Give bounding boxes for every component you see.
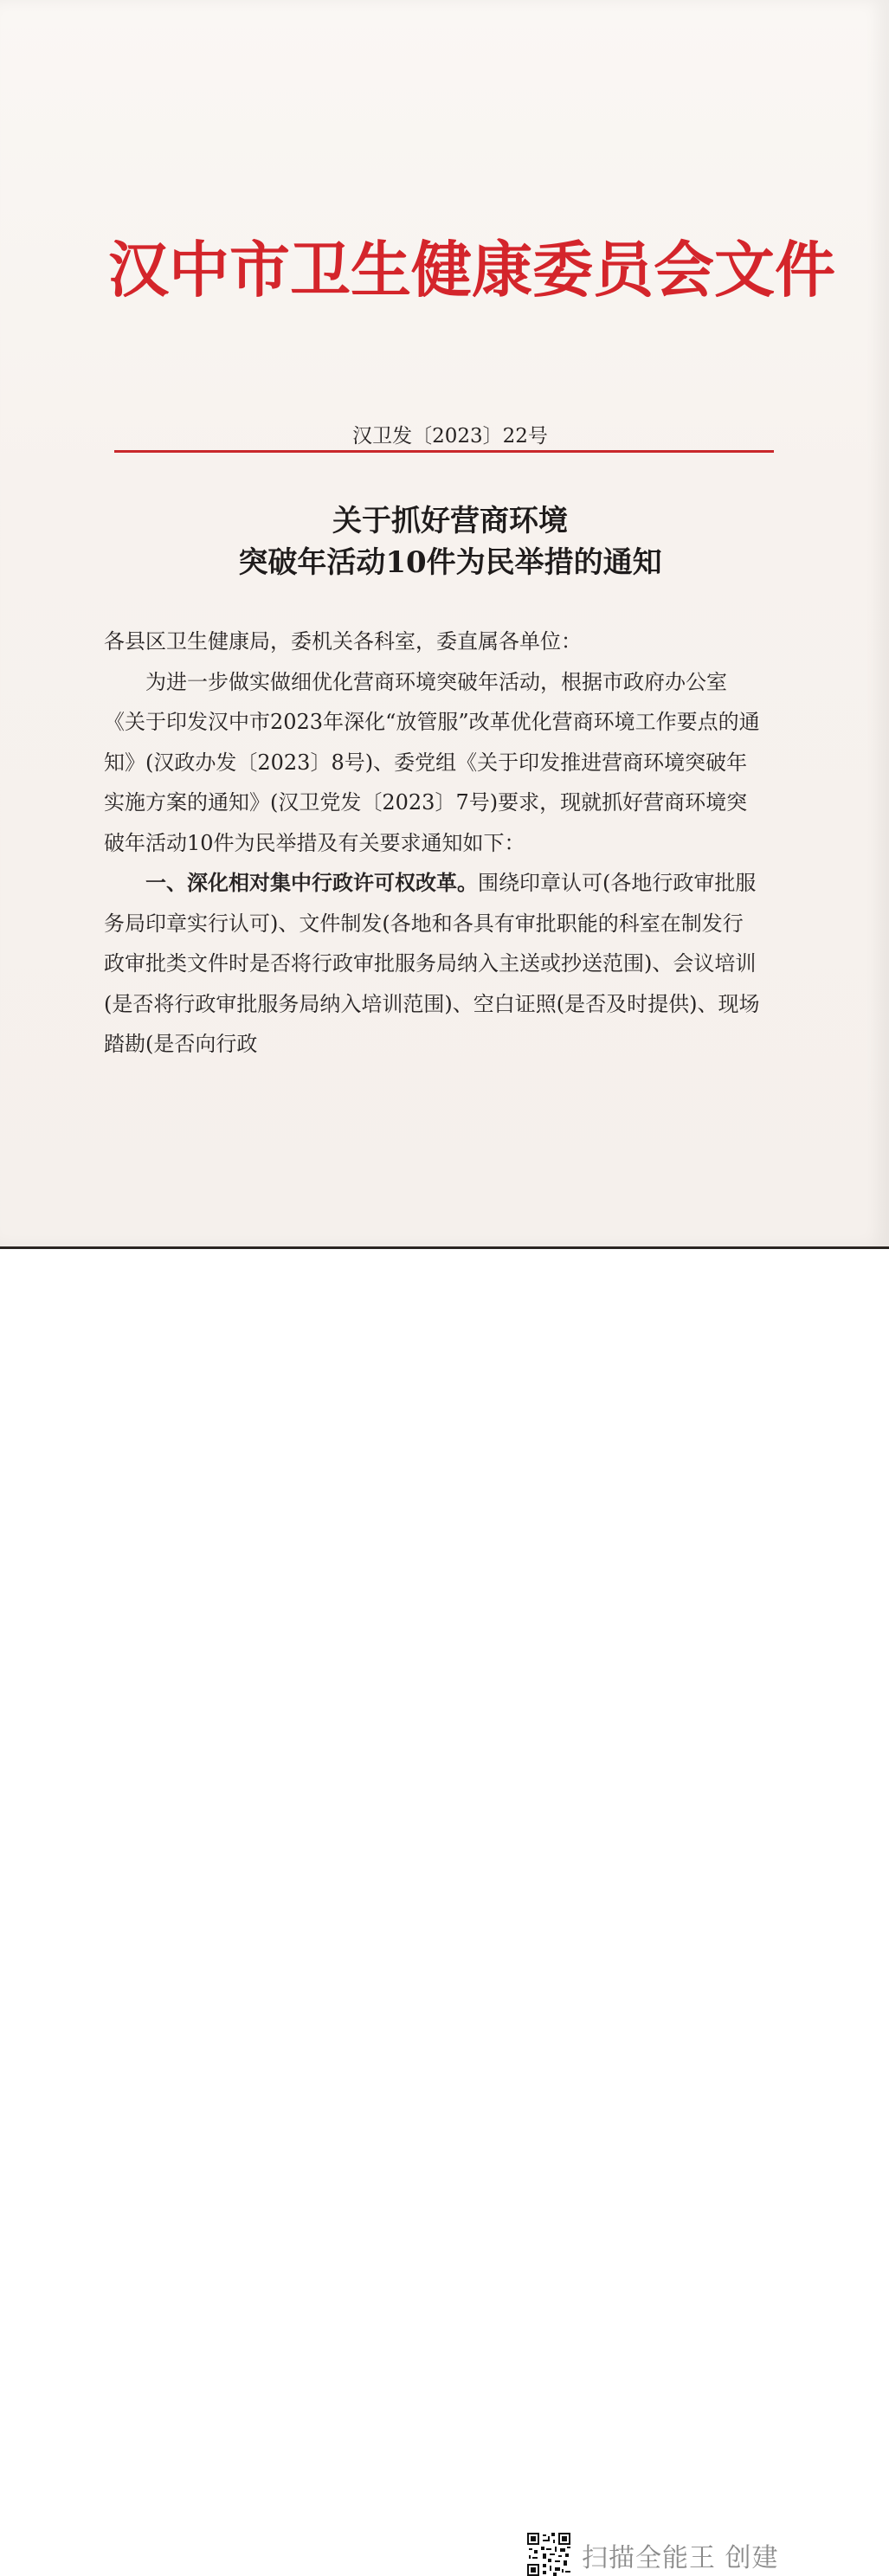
- document-title: [121, 500, 779, 583]
- red-divider: [114, 450, 774, 453]
- scanned-page: [0, 0, 889, 1249]
- scanner-watermark: 扫描全能王 创建: [582, 2543, 779, 2573]
- salutation: 各县区卫生健康局，委机关各科室，委直属各单位：: [104, 629, 582, 654]
- item-1-heading: 一、深化相对集中行政许可权改革。: [145, 870, 478, 895]
- scanner-footer: [0, 1249, 889, 2573]
- document-body: [104, 621, 762, 1065]
- title-line-2: 突破年活动10件为民举措的通知: [238, 545, 662, 580]
- paragraph-intro: 为进一步做实做细优化营商环境突破年活动，根据市政府办公室《关于印发汉中市2023年深化“放管服”改革优化营商环境工作要点的通知》(汉政办发〔2023〕8号)、委党组《关于印发推进营商环境突破年实施方案的通知》(汉卫党发〔2023〕7号)要求，现就抓好营商环境突破年活动10件为民举措及有关要求通知如下：: [104, 669, 760, 855]
- document-header: 汉中市卫生健康委员会文件: [108, 234, 835, 306]
- title-line-1: 关于抓好营商环境: [332, 504, 568, 538]
- item-1-text: 围绕印章认可(各地行政审批服务局印章实行认可)、文件制发(各地和各具有审批职能的科室在制发行政审批类文件时是否将行政审批服务局纳入主送或抄送范围)、会议培训(是否将行政审批服务局纳入培训范围)、空白证照(是否及时提供)、现场踏勘(是否向行政: [104, 871, 760, 1056]
- paragraph-item-1: [104, 863, 762, 1065]
- qr-code-icon: [527, 2533, 570, 2576]
- document-number: 汉卫发〔2023〕22号: [352, 425, 548, 448]
